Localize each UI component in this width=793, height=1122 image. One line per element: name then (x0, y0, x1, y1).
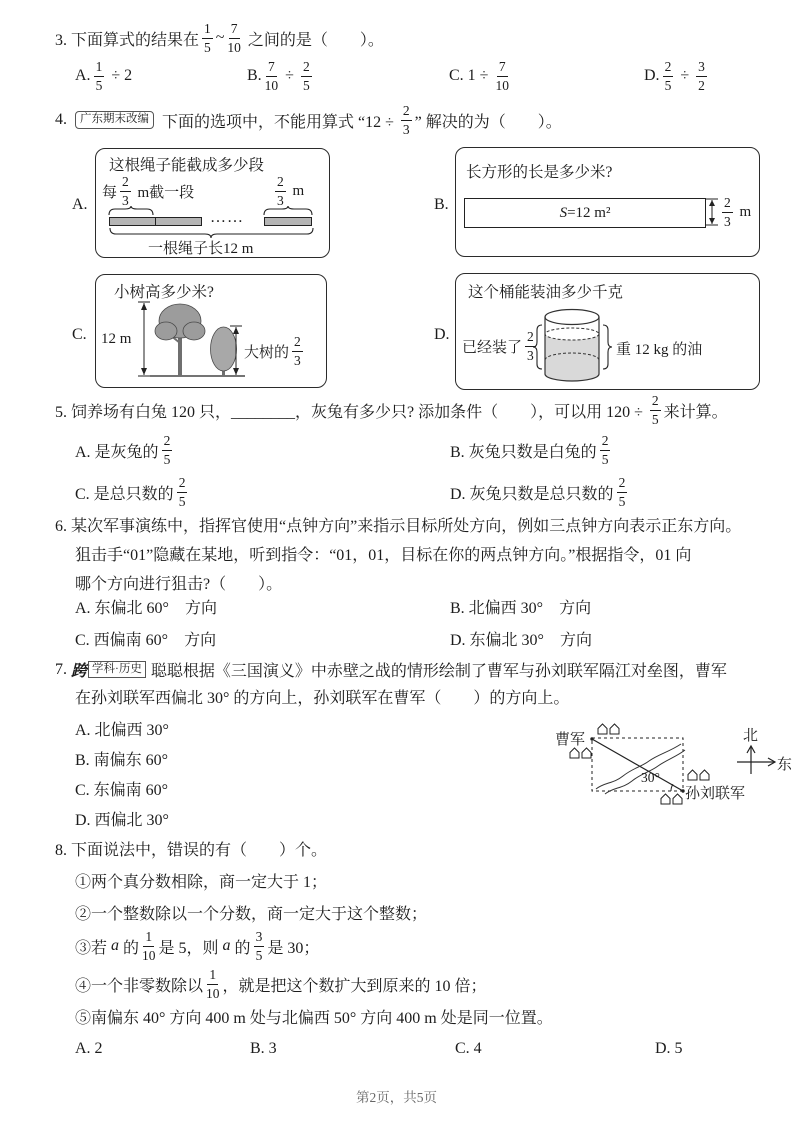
q6-option-c: C. 西偏南 60° 方向 (75, 632, 217, 649)
rope-ellipsis: …… (210, 209, 244, 226)
fraction: $\frac{1}{5}$ (95, 59, 103, 93)
q5-option-c: C. 是总只数的 $\frac{2}{5}$ (75, 475, 186, 509)
q6-question-line3: 哪个方向进行狙击?（ ）。 (75, 576, 283, 593)
q4-boxC-small-tree-label: 大树的 $\frac{2}{3}$ (244, 334, 301, 368)
q4-boxA-cut-label: 每 $\frac{2}{3}$ m截一段 (102, 174, 195, 208)
fraction: $\frac{7}{10}$ (495, 59, 509, 93)
fraction: $\frac{2}{5}$ (302, 59, 310, 93)
q5-option-a: A. 是灰兔的 $\frac{2}{5}$ (75, 433, 171, 467)
q5-option-b: B. 灰兔只数是白兔的 $\frac{2}{5}$ (450, 433, 609, 467)
fraction: $\frac{2}{5}$ (601, 433, 609, 467)
q5-option-d: D. 灰兔只数是总只数的 $\frac{2}{5}$ (450, 475, 626, 509)
sun-liu-army-label: 孙刘联军 (685, 786, 746, 802)
fraction: $\frac{2}{5}$ (651, 393, 659, 427)
q6-option-d: D. 东偏北 30° 方向 (450, 632, 592, 649)
fraction: $\frac{2}{3}$ (402, 103, 410, 137)
overbrace-right (263, 206, 313, 216)
rope-segment-divider (155, 217, 156, 226)
fraction: $\frac{2}{5}$ (664, 59, 672, 93)
fraction: $\frac{1}{10}$ (206, 967, 220, 1001)
q6-option-b: B. 北偏西 30° 方向 (450, 600, 592, 617)
brace-left (533, 324, 542, 370)
page-number-indicator: 第2页，共5页 (356, 1090, 437, 1105)
angle-label: 30° (641, 770, 660, 785)
cao-army-label: 曹军 (555, 732, 586, 748)
rope-bar-right (264, 217, 312, 226)
fraction: $\frac{2}{5}$ (178, 475, 186, 509)
fraction: $\frac{1}{10}$ (142, 929, 156, 963)
q4-option-c-label: C. (72, 326, 87, 343)
q7-battle-diagram (545, 712, 793, 824)
fraction: $\frac{2}{3}$ (122, 174, 129, 208)
q4-boxB-title: 长方形的长是多少米? (466, 164, 613, 181)
q4-box-b (455, 147, 760, 257)
q4-boxD-filled-label: 已经装了 $\frac{2}{3}$ (462, 329, 534, 363)
q3-question-text: 3. 下面算式的结果在 $\frac{1}{5}$ ~ $\frac{7}{10}$ 之间的是（ ）。 (55, 21, 384, 55)
compass-north-label: 北 (743, 728, 759, 744)
brace-right (603, 324, 612, 370)
fraction: $\frac{7}{10}$ (227, 21, 241, 55)
q8-option-c: C. 4 (455, 1040, 482, 1057)
q4-option-d-label: D. (434, 326, 450, 343)
q4-box-c (95, 274, 327, 388)
q6-question-line1: 6. 某次军事演练中，指挥官使用“点钟方向”来指示目标所处方向，例如三点钟方向表示正东方向。 (55, 518, 742, 535)
q4-boxB-height-label: $\frac{2}{3}$ m (724, 195, 752, 229)
q8-statement-1: ①两个真分数相除，商一定大于 1； (75, 874, 328, 891)
dimension-arrow-vertical (706, 198, 718, 226)
fraction: $\frac{2}{3}$ (277, 174, 284, 208)
q4-boxD-title: 这个桶能装油多少千克 (468, 284, 624, 301)
q3-option-d: D. $\frac{2}{5}$ ÷ $\frac{3}{2}$ (644, 59, 705, 93)
q8-option-a: A. 2 (75, 1040, 103, 1057)
q4-boxB-area-label: S =12 m² (559, 204, 611, 221)
dimension-arrow-small-tree (230, 325, 242, 377)
q4-boxA-title: 这根绳子能截成多少段 (109, 157, 265, 174)
fraction: $\frac{7}{10}$ (264, 59, 279, 93)
fraction: $\frac{2}{5}$ (163, 433, 171, 467)
dimension-arrow-big-tree (138, 301, 150, 377)
q7-option-a: A. 北偏西 30° (75, 722, 169, 739)
q7-question-line2: 在孙刘联军西偏北 30° 的方向上，孙刘联军在曹军（ ）的方向上。 (75, 690, 570, 707)
q4-boxC-height-label: 12 m (101, 331, 132, 347)
fraction: $\frac{3}{5}$ (255, 929, 263, 963)
q4-question-text: 4. 广东期末改编 下面的选项中，不能用算式 “12 ÷ $\frac{2}{3}$ ” 解决的为（ ）。 (55, 103, 562, 137)
q4-option-b-label: B. (434, 196, 449, 213)
q7-option-b: B. 南偏东 60° (75, 752, 169, 769)
fraction: $\frac{1}{5}$ (204, 21, 211, 55)
q7-option-d: D. 西偏北 30° (75, 812, 169, 829)
q5-question-text: 5. 饲养场有白兔 120 只，________，灰兔有多少只? 添加条件（ ），可以用 120 ÷ $\frac{2}{5}$ 来计算。 (55, 393, 728, 427)
q4-boxC-title: 小树高多少米? (114, 284, 214, 301)
q3-option-b: B. $\frac{7}{10}$ ÷ $\frac{2}{5}$ (247, 59, 310, 93)
q4-box-d (455, 273, 760, 390)
q7-question-line1: 7. 跨 学科·历史 聪聪根据《三国演义》中赤壁之战的情形绘制了曹军与孙刘联军隔江对垒图，曹军 (55, 660, 727, 680)
q4-boxD-weight-label: 重 12 kg 的油 (616, 342, 703, 358)
fraction: $\frac{2}{3}$ (724, 195, 731, 229)
q8-option-d: D. 5 (655, 1040, 683, 1057)
q8-question-text: 8. 下面说法中，错误的有（ ）个。 (55, 842, 328, 859)
fraction: $\frac{2}{3}$ (294, 334, 301, 368)
oil-barrel-illustration (543, 308, 601, 384)
q4-boxA-rope-length-label: 一根绳子长12 m (148, 241, 254, 257)
q8-statement-5: ⑤南偏东 40° 方向 400 m 处与北偏西 50° 方向 400 m 处是同一位置。 (75, 1010, 553, 1027)
q7-option-c: C. 东偏南 60° (75, 782, 169, 799)
q3-option-c: C. 1 ÷ $\frac{7}{10}$ (449, 59, 509, 93)
compass-icon (737, 746, 775, 774)
q4-box-a (95, 148, 330, 258)
q8-statement-3: ③若 a 的 $\frac{1}{10}$ 是 5，则 a 的 $\frac{3}{5}$ 是 30； (75, 929, 320, 963)
q4-boxB-rectangle (464, 198, 706, 228)
fraction: $\frac{3}{2}$ (698, 59, 705, 93)
q8-option-b: B. 3 (250, 1040, 277, 1057)
q6-question-line2: 狙击手“01”隐藏在某地，听到指令：“01，01，目标在你的两点钟方向。”根据指令，01 向 (75, 547, 692, 564)
compass-east-label: 东 (777, 757, 793, 773)
q8-statement-2: ②一个整数除以一个分数，商一定大于这个整数； (75, 906, 428, 923)
q3-option-a: A. $\frac{1}{5}$ ÷ 2 (75, 59, 133, 93)
fraction: $\frac{2}{3}$ (527, 329, 534, 363)
q8-statement-4: ④一个非零数除以 $\frac{1}{10}$ ，就是把这个数扩大到原来的 10 倍； (75, 967, 487, 1001)
fraction: $\frac{2}{5}$ (618, 475, 626, 509)
overbrace-left (108, 206, 154, 216)
q4-boxA-segment-label: $\frac{2}{3}$ m (277, 174, 305, 208)
q6-option-a: A. 东偏北 60° 方向 (75, 600, 217, 617)
q4-option-a-label: A. (72, 196, 88, 213)
